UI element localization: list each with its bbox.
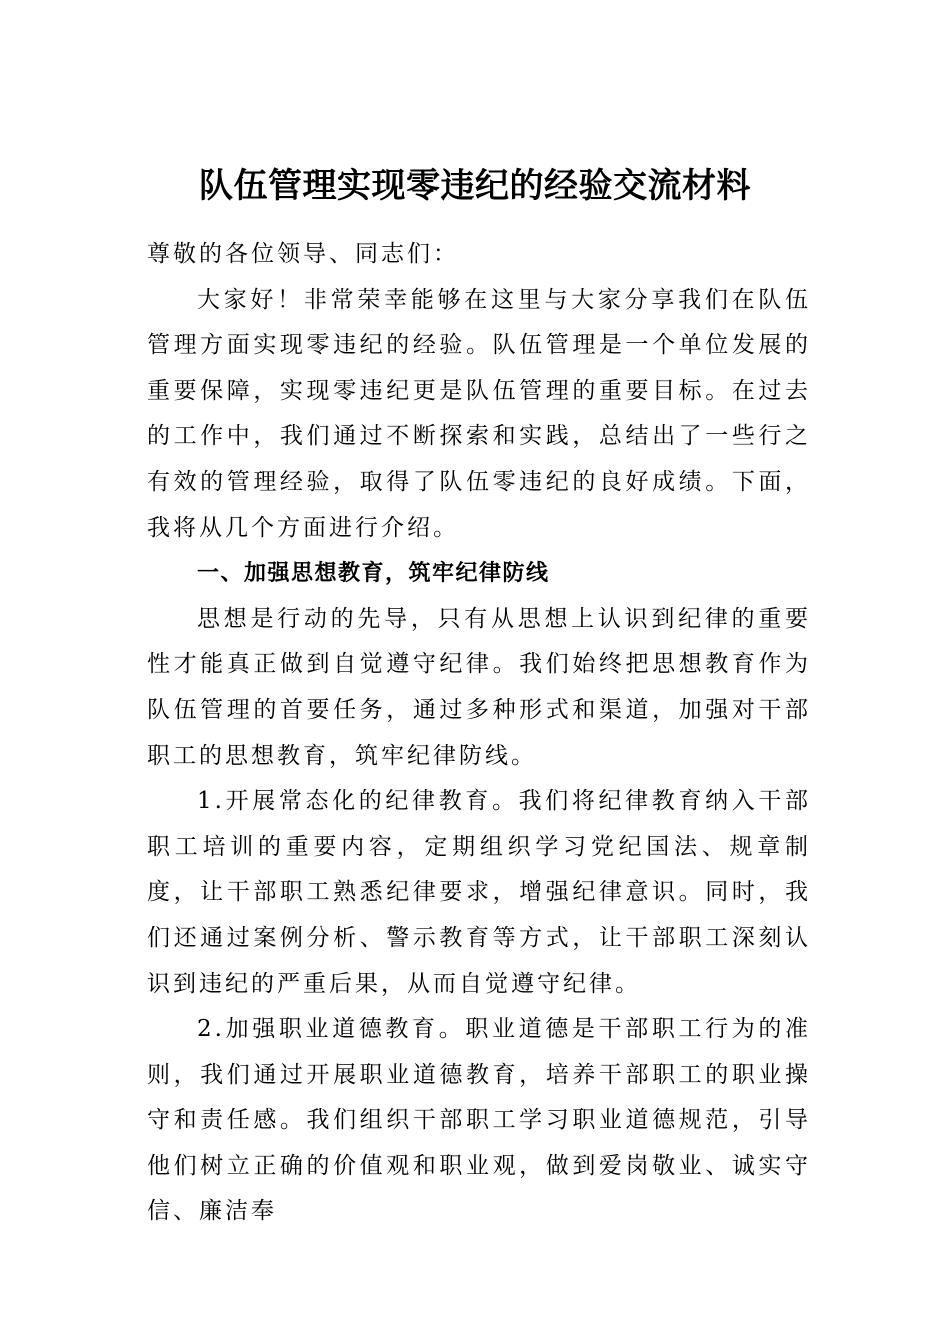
document-title: 队伍管理实现零违纪的经验交流材料 <box>199 166 751 206</box>
section-heading: 一、加强思想教育，筑牢纪律防线 <box>197 561 550 587</box>
item-lead: 2.加强职业道德教育。 <box>197 1016 466 1043</box>
list-item <box>147 1007 811 1235</box>
intro-paragraph: 大家好！非常荣幸能够在这里与大家分享我们在队伍管理方面实现零违纪的经验。队伍管理是一个单位发展的重要保障，实现零违纪更是队伍管理的重要目标。在过去的工作中，我们通过不断探索和实践，总结出了一些行之有效的管理经验，取得了队伍零违纪的良好成绩。下面，我将从几个方面进行介绍。 <box>147 286 811 541</box>
item-lead: 1.开展常态化的纪律教育。 <box>197 788 519 815</box>
item-text: 职业道德是干部职工行为的准则，我们通过开展职业道德教育，培养干部职工的职业操守和责任感。我们组织干部职工学习职业道德规范，引导他们树立正确的价值观和职业观，做到爱岗敬业、诚实守信、廉洁奉 <box>147 1016 812 1225</box>
item-text: 我们将纪律教育纳入干部职工培训的重要内容，定期组织学习党纪国法、规章制度，让干部职工熟悉纪律要求，增强纪律意识。同时，我们还通过案例分析、警示教育等方式，让干部职工深刻认识到违纪的严重后果，从而自觉遵守纪律。 <box>147 788 811 997</box>
section-paragraph: 思想是行动的先导，只有从思想上认识到纪律的重要性才能真正做到自觉遵守纪律。我们始终把思想教育作为队伍管理的首要任务，通过多种形式和渠道，加强对干部职工的思想教育，筑牢纪律防线。 <box>147 605 811 769</box>
salutation: 尊敬的各位领导、同志们： <box>147 241 459 267</box>
list-item <box>147 779 811 1007</box>
document-body <box>147 232 811 1235</box>
